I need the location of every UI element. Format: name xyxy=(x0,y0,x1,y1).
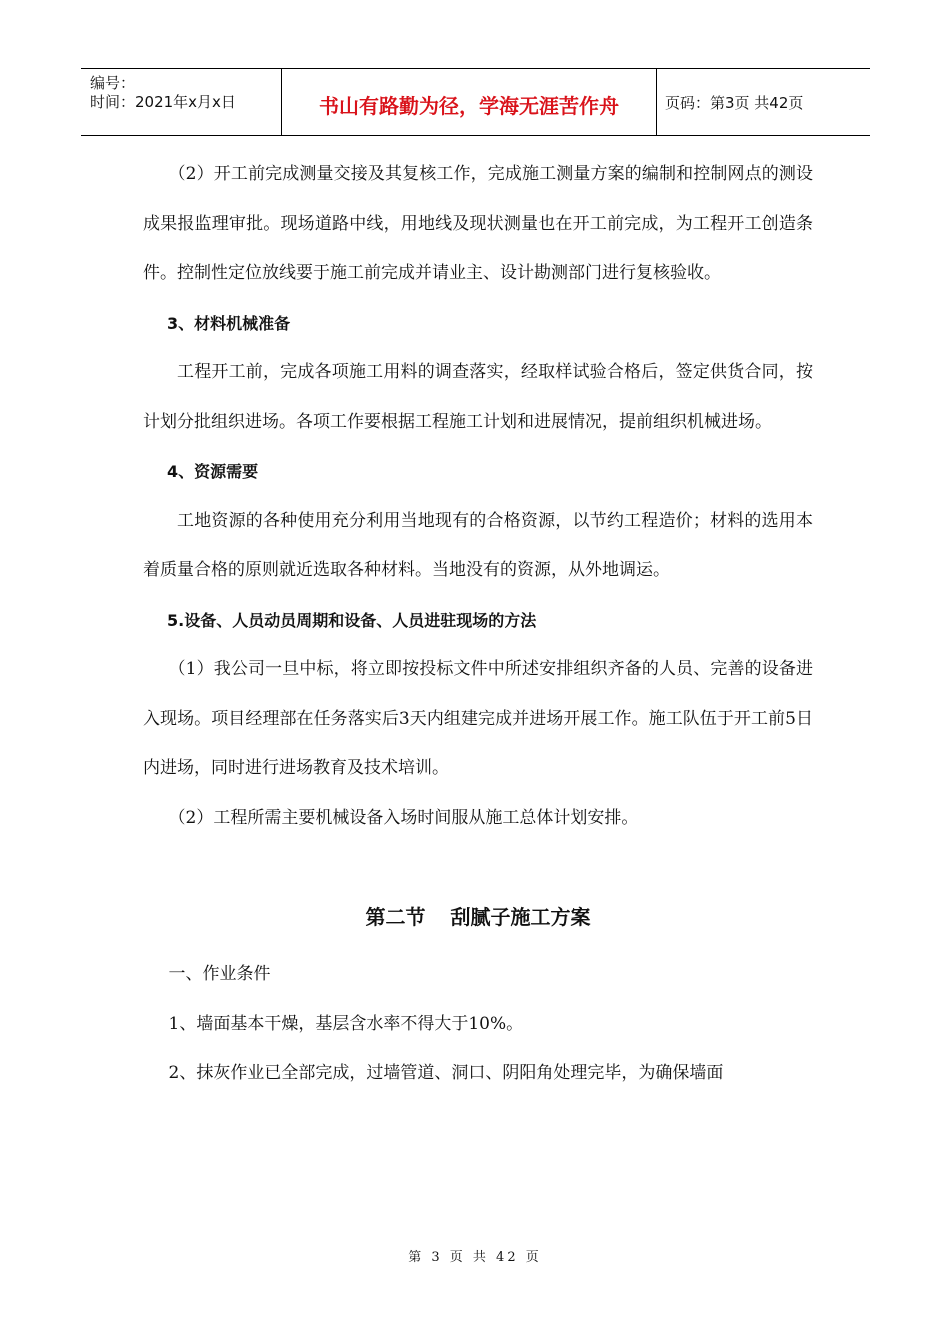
paragraph-survey: （2）开工前完成测量交接及其复核工作，完成施工测量方案的编制和控制网点的测设成果报监理审批。现场道路中线，用地线及现状测量也在开工前完成，为工程开工创造条件。控制性定位放线要于施工前完成并请业主、设计勘测部门进行复核验收。 xyxy=(143,164,813,283)
header-page-number: 页码：第3页 共42页 xyxy=(665,93,804,112)
list-item-wall-dry: 1、墙面基本干燥，基层含水率不得大于10%。 xyxy=(168,1013,524,1034)
header-motto: 书山有路勤为径，学海无涯苦作舟 xyxy=(282,69,657,135)
list-item-plaster-done: 2、抹灰作业已全部完成，过墙管道、洞口、阴阳角处理完毕，为确保墙面 xyxy=(168,1063,724,1083)
document-body xyxy=(143,150,813,1099)
heading-resources: 4、资源需要 xyxy=(167,462,259,481)
paragraph-mobilization-1: （1）我公司一旦中标，将立即按投标文件中所述安排组织齐备的人员、完善的设备进入现场。项目经理部在任务落实后3天内组建完成并进场开展工作。施工队伍于开工前5日内进场，同时进行进场教育及技术培训。 xyxy=(143,659,813,778)
document-time-label: 时间：2021年x月x日 xyxy=(90,93,236,111)
paragraph-resources: 工地资源的各种使用充分利用当地现有的合格资源，以节约工程造价；材料的选用本着质量合格的原则就近选取各种材料。当地没有的资源，从外地调运。 xyxy=(143,510,813,580)
heading-mobilization: 5.设备、人员动员周期和设备、人员进驻现场的方法 xyxy=(167,610,537,630)
section-title: 第二节 刮腻子施工方案 xyxy=(365,905,591,929)
document-number-label: 编号： xyxy=(90,74,136,92)
page-header xyxy=(81,68,870,136)
page-footer: 第 3 页 共 42 页 xyxy=(408,1250,542,1265)
heading-materials: 3、材料机械准备 xyxy=(167,313,291,333)
subheading-work-conditions: 一、作业条件 xyxy=(168,964,271,984)
header-meta xyxy=(81,69,282,135)
paragraph-materials: 工程开工前，完成各项施工用料的调查落实，经取样试验合格后，签定供货合同，按计划分批组织进场。各项工作要根据工程施工计划和进展情况，提前组织机械进场。 xyxy=(143,362,813,432)
paragraph-mobilization-2: （2）工程所需主要机械设备入场时间服从施工总体计划安排。 xyxy=(168,807,639,828)
